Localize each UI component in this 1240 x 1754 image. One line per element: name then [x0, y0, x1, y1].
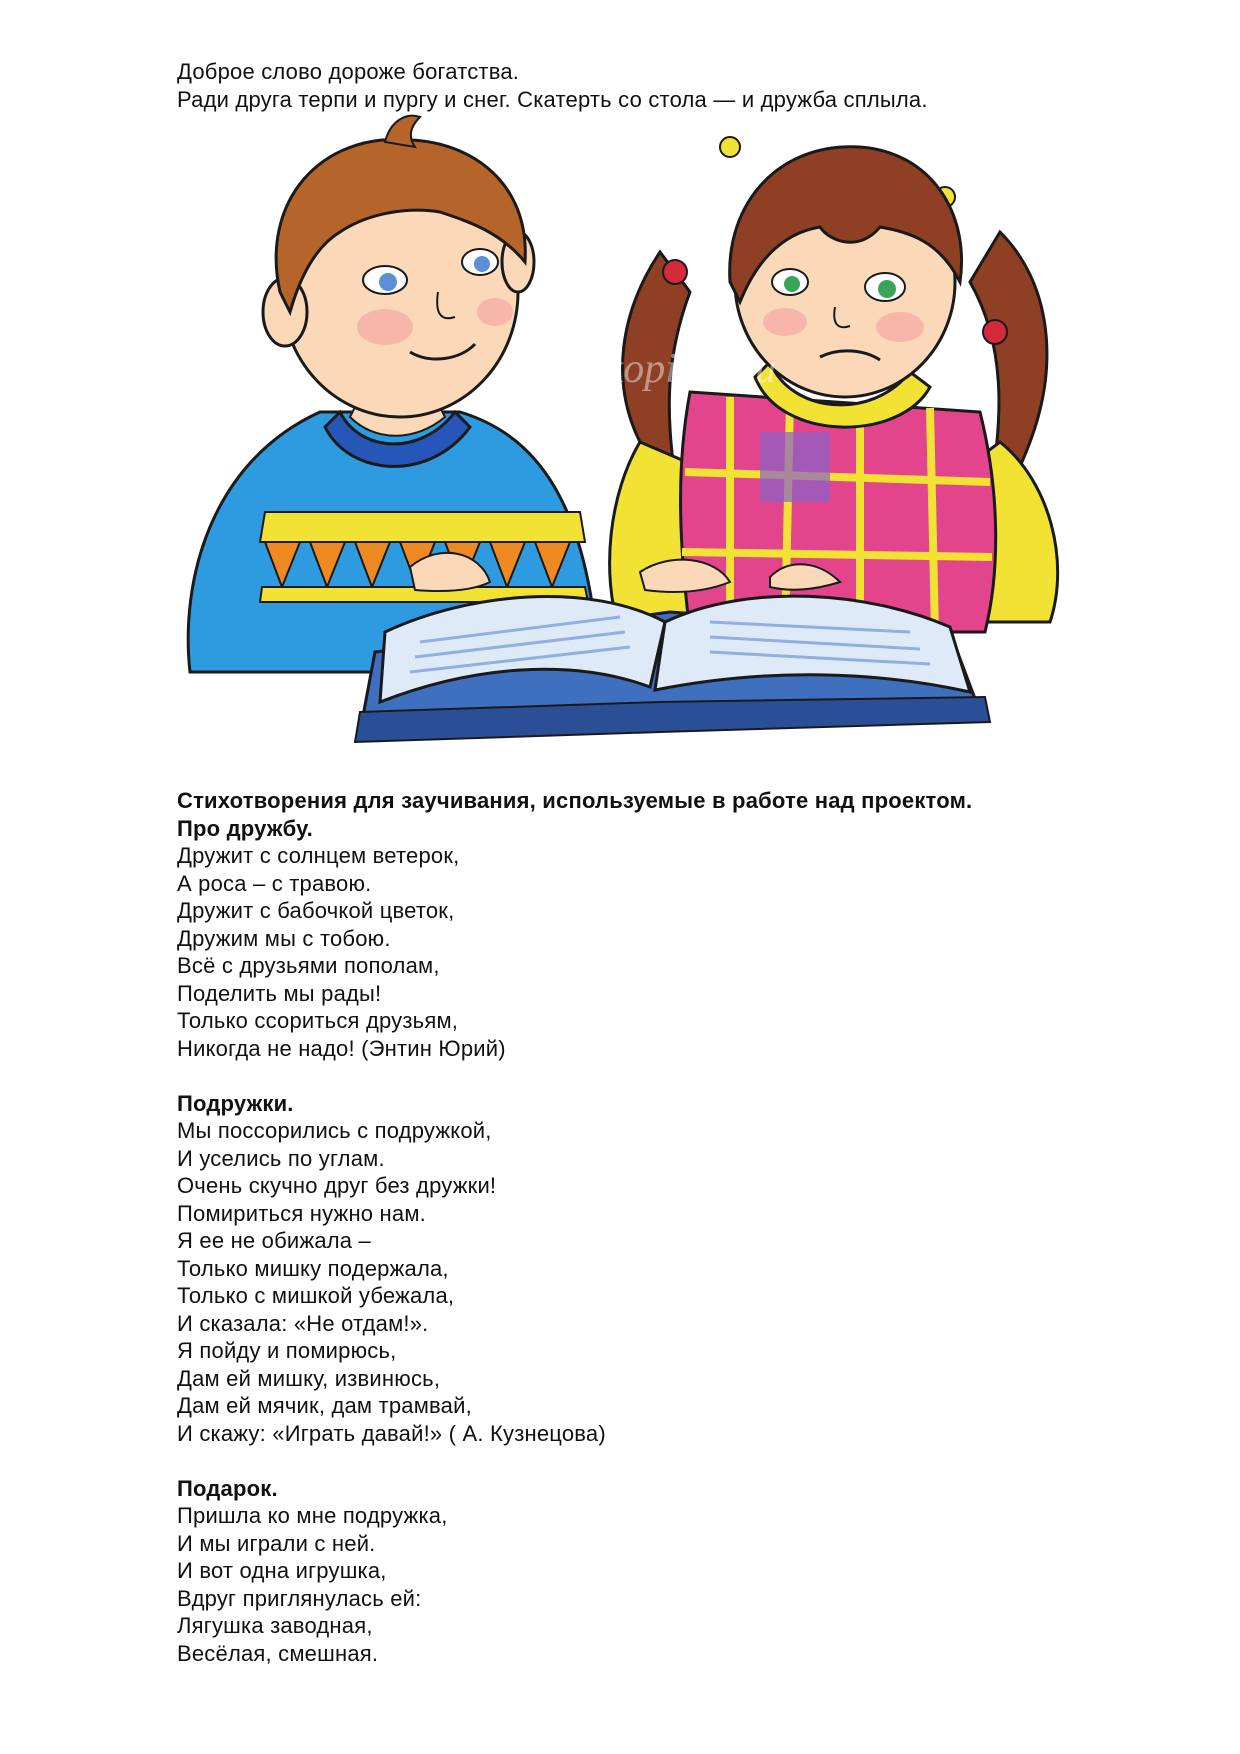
poem-line: Пришла ко мне подружка, [177, 1503, 448, 1528]
poem-line: Вдруг приглянулась ей: [177, 1585, 422, 1611]
poem-line: И сказала: «Не отдам!». [177, 1310, 429, 1336]
poem-line: Дружит с солнцем ветерок, [177, 843, 460, 868]
poem-title: Подарок. [177, 1475, 278, 1501]
section-title: Стихотворения для заучивания, используемые в работе над проектом. [177, 788, 973, 813]
poem-line: Очень скучно друг без дружки! [177, 1173, 497, 1198]
poem-line: Всё с друзьями пополам, [177, 953, 440, 978]
proverb-line: Ради друга терпи и пургу и снег. Скатерть со стола — и дружба сплыла. [177, 86, 928, 112]
poem-line: Я ее не обижала – [177, 1228, 371, 1253]
poem-line: А роса – с травою. [177, 870, 372, 896]
poem-line: Дружим мы с тобою. [177, 925, 391, 951]
poem-line: И уселись по углам. [177, 1145, 385, 1171]
open-book [355, 596, 990, 742]
poem-line: Дружит с бабочкой цветок, [177, 898, 455, 923]
poem-line: Только мишку подержала, [177, 1255, 449, 1281]
poem-line: И скажу: «Играть давай!» ( А. Кузнецова) [177, 1420, 606, 1446]
children-reading-illustration [170, 112, 1160, 752]
poem-line: Лягушка заводная, [177, 1613, 373, 1638]
poem-line: И вот одна игрушка, [177, 1558, 387, 1583]
poem-line: И мы играли с ней. [177, 1530, 376, 1556]
poem-line: Помириться нужно нам. [177, 1200, 426, 1226]
proverb-line: Доброе слово дороже богатства. [177, 59, 520, 84]
boy-figure [188, 116, 600, 672]
poems-block [177, 787, 1137, 1667]
poem-line: Дам ей мячик, дам трамвай, [177, 1393, 472, 1418]
poem-title: Подружки. [177, 1090, 294, 1116]
poem-line: Никогда не надо! (Энтин Юрий) [177, 1035, 506, 1061]
poem-line: Весёлая, смешная. [177, 1640, 379, 1666]
poem-line: Мы поссорились с подружкой, [177, 1118, 492, 1143]
poem-line: Только ссориться друзьям, [177, 1008, 459, 1033]
poem-line: Дам ей мишку, извинюсь, [177, 1365, 441, 1391]
stanza-gap [177, 1447, 1137, 1475]
stanza-gap [177, 1062, 1137, 1090]
poem-line: Я пойду и помирюсь, [177, 1338, 397, 1363]
proverbs-block [177, 58, 1137, 113]
poem-title: Про дружбу. [177, 815, 313, 841]
poem-line: Только с мишкой убежала, [177, 1283, 455, 1308]
watermark-text: ped-kopilka.ru [530, 346, 777, 392]
poem-line: Поделить мы рады! [177, 980, 382, 1006]
